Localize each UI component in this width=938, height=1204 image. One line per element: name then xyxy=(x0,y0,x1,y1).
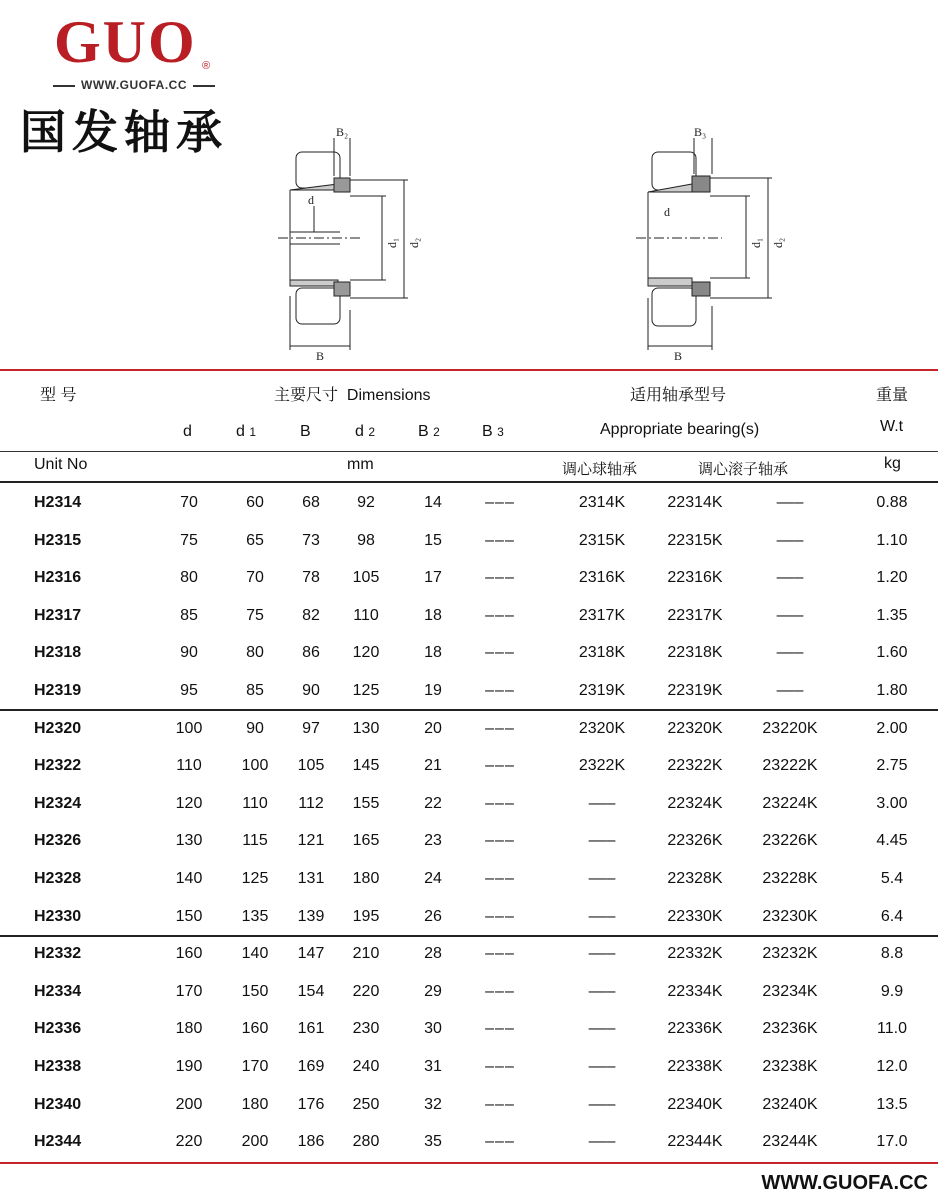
dim-label-b: B xyxy=(316,349,325,363)
cell-d1: 115 xyxy=(242,832,268,850)
cell-b2: 30 xyxy=(424,1020,442,1038)
cell-sph2: 23238K xyxy=(762,1058,818,1075)
header-ball-bearing-cn: 调心球轴承 xyxy=(562,461,638,478)
cell-b3: ––– xyxy=(485,794,515,812)
cell-d2: 250 xyxy=(352,1095,380,1113)
cell-ball: 2315K xyxy=(578,531,626,549)
cell-ball: 2317K xyxy=(578,606,626,624)
cell-b: 68 xyxy=(302,494,320,511)
table-row xyxy=(0,672,938,709)
cell-model: H2319 xyxy=(34,682,82,699)
dim-label-d: d xyxy=(308,193,314,207)
cell-b3: ––– xyxy=(485,569,515,587)
cell-wt: 1.80 xyxy=(876,682,908,699)
cell-ball: 2320K xyxy=(578,719,626,737)
dim-label-d1: d₁ xyxy=(749,237,763,248)
header-roller-bearing-cn: 调心滚子轴承 xyxy=(698,461,789,478)
cell-sph: 22332K xyxy=(667,945,723,963)
cell-d1: 90 xyxy=(246,719,264,737)
dim-label-d: d xyxy=(664,205,670,219)
header-dimensions-en: Dimensions xyxy=(346,387,431,404)
cell-b3: ––– xyxy=(485,907,515,925)
cell-b: 90 xyxy=(302,682,320,699)
adapter-sleeve-diagram-right xyxy=(630,120,800,365)
cell-d1: 110 xyxy=(242,794,268,812)
cell-model: H2338 xyxy=(34,1058,82,1075)
table-row xyxy=(0,860,938,897)
cell-b3: ––– xyxy=(485,719,515,737)
cell-d1: 80 xyxy=(246,644,264,662)
header-weight-cn: 重量 xyxy=(876,387,909,404)
cell-ball: ––– xyxy=(588,1020,616,1038)
cell-d2: 110 xyxy=(353,606,379,624)
cell-ball: 2322K xyxy=(578,757,626,775)
logo-url: WWW.GUOFA.CC xyxy=(44,78,224,92)
cell-b2: 19 xyxy=(424,682,442,699)
cell-d: 120 xyxy=(175,794,203,812)
cell-model: H2330 xyxy=(34,907,82,925)
cell-d1: 85 xyxy=(246,682,264,699)
cell-wt: 0.88 xyxy=(876,494,908,511)
cell-ball: ––– xyxy=(588,832,616,850)
table-row xyxy=(0,973,938,1010)
cell-sph: 22314K xyxy=(667,494,723,511)
cell-b2: 15 xyxy=(424,531,442,549)
cell-b2: 28 xyxy=(424,945,442,963)
cell-sph2: 23228K xyxy=(762,870,818,887)
cell-wt: 1.20 xyxy=(876,569,908,587)
cell-b2: 32 xyxy=(424,1095,442,1113)
cell-wt: 12.0 xyxy=(876,1058,908,1075)
footer-url: WWW.GUOFA.CC xyxy=(761,1172,928,1194)
cell-b2: 24 xyxy=(424,870,442,887)
cell-d: 85 xyxy=(180,606,198,624)
cell-b2: 26 xyxy=(424,907,442,925)
cell-d1: 75 xyxy=(246,606,264,624)
cell-b: 73 xyxy=(302,531,320,549)
cell-ball: ––– xyxy=(588,945,616,963)
cell-b: 112 xyxy=(298,794,324,812)
cell-b3: ––– xyxy=(485,1058,515,1075)
cell-ball: ––– xyxy=(588,982,616,1000)
cell-b3: ––– xyxy=(485,606,515,624)
cell-b: 82 xyxy=(302,606,320,624)
table-row xyxy=(0,634,938,671)
cell-b: 131 xyxy=(297,870,325,887)
header-b3: B 3 xyxy=(482,423,504,440)
cell-model: H2344 xyxy=(34,1133,82,1151)
cell-wt: 1.35 xyxy=(876,606,908,624)
cell-d1: 160 xyxy=(241,1020,269,1038)
cell-b2: 22 xyxy=(424,794,442,812)
cell-d2: 210 xyxy=(352,945,380,963)
header-unit-kg: kg xyxy=(884,455,901,472)
cell-b: 186 xyxy=(297,1133,325,1151)
cell-sph: 22328K xyxy=(667,870,723,887)
cell-d: 75 xyxy=(180,531,198,549)
cell-b: 78 xyxy=(302,569,320,587)
cell-ball: ––– xyxy=(588,870,616,887)
cell-b: 169 xyxy=(297,1058,325,1075)
cell-model: H2317 xyxy=(34,606,82,624)
cell-b3: ––– xyxy=(485,644,515,662)
header-d2: d 2 xyxy=(355,423,376,440)
header-weight-en: W.t xyxy=(880,418,904,435)
cell-d1: 180 xyxy=(241,1095,269,1113)
cell-wt: 3.00 xyxy=(876,794,908,812)
cell-b: 139 xyxy=(297,907,325,925)
cell-sph: 22315K xyxy=(667,531,723,549)
cell-model: H2314 xyxy=(34,494,82,511)
header-unit-no: Unit No xyxy=(34,456,88,473)
cell-b3: ––– xyxy=(485,494,515,511)
cell-wt: 2.75 xyxy=(876,757,908,775)
cell-d1: 100 xyxy=(241,757,269,775)
cell-d: 160 xyxy=(175,945,203,963)
header-unit-mm: mm xyxy=(347,456,374,473)
adapter-sleeve-diagram-left xyxy=(270,120,440,365)
cell-b3: ––– xyxy=(485,757,515,775)
table-row xyxy=(0,597,938,634)
logo-text: GUO xyxy=(54,9,197,75)
header-b: B xyxy=(300,423,311,440)
header-d1: d 1 xyxy=(236,423,257,440)
registered-mark: ® xyxy=(202,60,211,72)
cell-b2: 18 xyxy=(424,644,442,662)
cell-d: 110 xyxy=(176,757,202,775)
cell-wt: 1.10 xyxy=(876,531,908,549)
cell-sph: 22330K xyxy=(667,907,723,925)
cell-sph: 22334K xyxy=(667,982,723,1000)
table-row xyxy=(0,1086,938,1123)
group-divider-1 xyxy=(0,709,938,711)
cell-d2: 125 xyxy=(352,682,380,699)
cell-b3: ––– xyxy=(485,1133,515,1151)
cell-sph2: 23232K xyxy=(762,945,818,963)
cell-wt: 4.45 xyxy=(876,832,908,850)
cell-sph2: 23220K xyxy=(762,719,818,737)
cell-sph: 22336K xyxy=(667,1020,723,1038)
cell-d1: 170 xyxy=(241,1058,269,1075)
group-divider-2 xyxy=(0,935,938,937)
header-d: d xyxy=(183,423,192,440)
dim-label-b: B xyxy=(674,349,683,363)
cell-ball: 2314K xyxy=(578,494,626,511)
cell-d: 140 xyxy=(175,870,203,887)
header-bottom-border xyxy=(0,481,938,483)
cell-wt: 17.0 xyxy=(876,1133,908,1151)
cell-d2: 220 xyxy=(352,982,380,1000)
cell-sph: 22317K xyxy=(667,606,723,624)
cell-model: H2334 xyxy=(34,982,82,1000)
cell-b: 154 xyxy=(297,982,325,1000)
cell-b3: ––– xyxy=(485,870,515,887)
cell-d2: 145 xyxy=(352,757,380,775)
cell-b: 97 xyxy=(302,719,320,737)
cell-d1: 135 xyxy=(241,907,269,925)
cell-wt: 13.5 xyxy=(876,1095,908,1113)
cell-wt: 8.8 xyxy=(880,945,904,963)
cell-model: H2320 xyxy=(34,719,82,737)
header-bearing-cn: 适用轴承型号 xyxy=(630,387,727,404)
cell-ball: 2318K xyxy=(578,644,626,662)
cell-sph: 22316K xyxy=(667,569,723,587)
dim-label-d1: d₁ xyxy=(385,237,399,248)
table-row xyxy=(0,522,938,559)
cell-d1: 65 xyxy=(246,531,264,549)
cell-b2: 18 xyxy=(424,606,442,624)
cell-b3: ––– xyxy=(485,1020,515,1038)
dim-label-d2: d₂ xyxy=(771,237,785,248)
table-bottom-border xyxy=(0,1162,938,1164)
cell-b3: ––– xyxy=(485,945,515,963)
cell-sph2: ––– xyxy=(776,682,804,699)
cell-d1: 200 xyxy=(241,1133,269,1151)
table-row xyxy=(0,710,938,747)
cell-d: 190 xyxy=(175,1058,203,1075)
cell-sph: 22320K xyxy=(667,719,723,737)
cell-model: H2336 xyxy=(34,1020,82,1038)
cell-b3: ––– xyxy=(485,682,515,699)
table-top-border xyxy=(0,369,938,371)
cell-sph: 22338K xyxy=(667,1058,723,1075)
cell-ball: 2319K xyxy=(578,682,626,699)
cell-b3: ––– xyxy=(485,1095,515,1113)
cell-model: H2316 xyxy=(34,569,82,587)
cell-b: 121 xyxy=(297,832,325,850)
cell-d: 170 xyxy=(175,982,203,1000)
cell-sph2: 23226K xyxy=(762,832,818,850)
cell-wt: 2.00 xyxy=(876,719,908,737)
cell-d2: 230 xyxy=(352,1020,380,1038)
cell-d1: 70 xyxy=(246,569,264,587)
cell-d: 220 xyxy=(175,1133,203,1151)
cell-sph: 22324K xyxy=(667,794,723,812)
header-b2: B 2 xyxy=(418,423,440,440)
cell-wt: 1.60 xyxy=(876,644,908,662)
cell-b3: ––– xyxy=(485,832,515,850)
cell-wt: 11.0 xyxy=(877,1020,907,1038)
cell-sph2: 23224K xyxy=(762,794,818,812)
cell-sph2: ––– xyxy=(776,494,804,511)
cell-b2: 29 xyxy=(424,982,442,1000)
cell-d2: 280 xyxy=(352,1133,380,1151)
cell-model: H2318 xyxy=(34,644,82,662)
dim-label-d2: d₂ xyxy=(407,237,421,248)
cell-ball: ––– xyxy=(588,794,616,812)
cell-ball: ––– xyxy=(588,1058,616,1075)
cell-b2: 17 xyxy=(424,569,442,587)
cell-b3: ––– xyxy=(485,982,515,1000)
table-row xyxy=(0,747,938,784)
cell-sph2: 23244K xyxy=(762,1133,818,1151)
table-row xyxy=(0,785,938,822)
cell-d1: 150 xyxy=(241,982,269,1000)
cell-b2: 21 xyxy=(424,757,442,775)
cell-ball: ––– xyxy=(588,1095,616,1113)
table-row xyxy=(0,484,938,521)
cell-b: 161 xyxy=(297,1020,325,1038)
cell-b: 105 xyxy=(297,757,325,775)
cell-b: 147 xyxy=(297,945,325,963)
cell-d1: 125 xyxy=(241,870,269,887)
cell-sph2: ––– xyxy=(776,531,804,549)
cell-model: H2332 xyxy=(34,945,82,963)
cell-d2: 180 xyxy=(352,870,380,887)
cell-d: 180 xyxy=(175,1020,203,1038)
cell-d1: 140 xyxy=(241,945,269,963)
header-divider xyxy=(0,451,938,452)
cell-sph: 22344K xyxy=(667,1133,723,1151)
header-bearing-en: Appropriate bearing(s) xyxy=(600,421,760,438)
cell-model: H2340 xyxy=(34,1095,82,1113)
cell-sph2: 23240K xyxy=(762,1095,818,1113)
cell-d2: 130 xyxy=(352,719,380,737)
brand-chinese-name: 国发轴承 xyxy=(20,105,228,159)
table-row xyxy=(0,1010,938,1047)
cell-d1: 60 xyxy=(246,494,264,511)
cell-b3: ––– xyxy=(485,531,515,549)
cell-d: 70 xyxy=(180,494,198,511)
cell-ball: ––– xyxy=(588,1133,616,1151)
cell-d2: 120 xyxy=(352,644,380,662)
cell-sph2: ––– xyxy=(776,606,804,624)
table-row xyxy=(0,935,938,972)
cell-sph: 22322K xyxy=(667,757,723,775)
cell-sph2: 23234K xyxy=(762,982,818,1000)
cell-d2: 92 xyxy=(357,494,375,511)
cell-d: 150 xyxy=(175,907,203,925)
cell-model: H2328 xyxy=(34,870,82,887)
cell-sph: 22340K xyxy=(667,1095,723,1113)
table-row xyxy=(0,1123,938,1160)
cell-d2: 105 xyxy=(352,569,380,587)
cell-b2: 20 xyxy=(424,719,442,737)
cell-sph: 22319K xyxy=(667,682,723,699)
cell-d2: 155 xyxy=(352,794,380,812)
cell-sph: 22326K xyxy=(667,832,723,850)
cell-d2: 98 xyxy=(357,531,375,549)
cell-sph2: ––– xyxy=(776,644,804,662)
cell-model: H2322 xyxy=(34,757,82,775)
cell-wt: 6.4 xyxy=(880,907,904,925)
cell-sph2: ––– xyxy=(776,569,804,587)
header-model-cn: 型 号 xyxy=(40,387,77,404)
cell-b2: 31 xyxy=(424,1058,442,1075)
cell-d: 90 xyxy=(180,644,198,662)
brand-logo xyxy=(44,10,224,90)
cell-b2: 14 xyxy=(424,494,442,511)
cell-b2: 23 xyxy=(424,832,442,850)
table-row xyxy=(0,1048,938,1085)
header-dimensions-cn: 主要尺寸 xyxy=(274,387,339,404)
cell-sph2: 23230K xyxy=(762,907,818,925)
cell-sph2: 23236K xyxy=(762,1020,818,1038)
cell-d: 80 xyxy=(180,569,198,587)
cell-b2: 35 xyxy=(424,1133,442,1151)
cell-ball: 2316K xyxy=(578,569,626,587)
cell-b: 176 xyxy=(297,1095,325,1113)
header-dimensions xyxy=(274,382,431,405)
cell-d: 130 xyxy=(175,832,203,850)
cell-wt: 9.9 xyxy=(880,982,904,1000)
dim-label-b3: B₃ xyxy=(694,125,707,139)
cell-b: 86 xyxy=(302,644,320,662)
table-row xyxy=(0,559,938,596)
cell-wt: 5.4 xyxy=(880,870,904,887)
cell-d: 100 xyxy=(175,719,203,737)
table-row xyxy=(0,898,938,935)
cell-model: H2315 xyxy=(34,531,82,549)
table-row xyxy=(0,822,938,859)
cell-ball: ––– xyxy=(588,907,616,925)
cell-d: 200 xyxy=(175,1095,203,1113)
cell-model: H2326 xyxy=(34,832,82,850)
cell-sph2: 23222K xyxy=(762,757,818,775)
cell-d2: 165 xyxy=(352,832,380,850)
cell-model: H2324 xyxy=(34,794,82,812)
cell-d: 95 xyxy=(180,682,198,699)
cell-sph: 22318K xyxy=(667,644,723,662)
cell-d2: 240 xyxy=(352,1058,380,1075)
cell-d2: 195 xyxy=(352,907,380,925)
dim-label-b2: B₂ xyxy=(336,125,349,139)
